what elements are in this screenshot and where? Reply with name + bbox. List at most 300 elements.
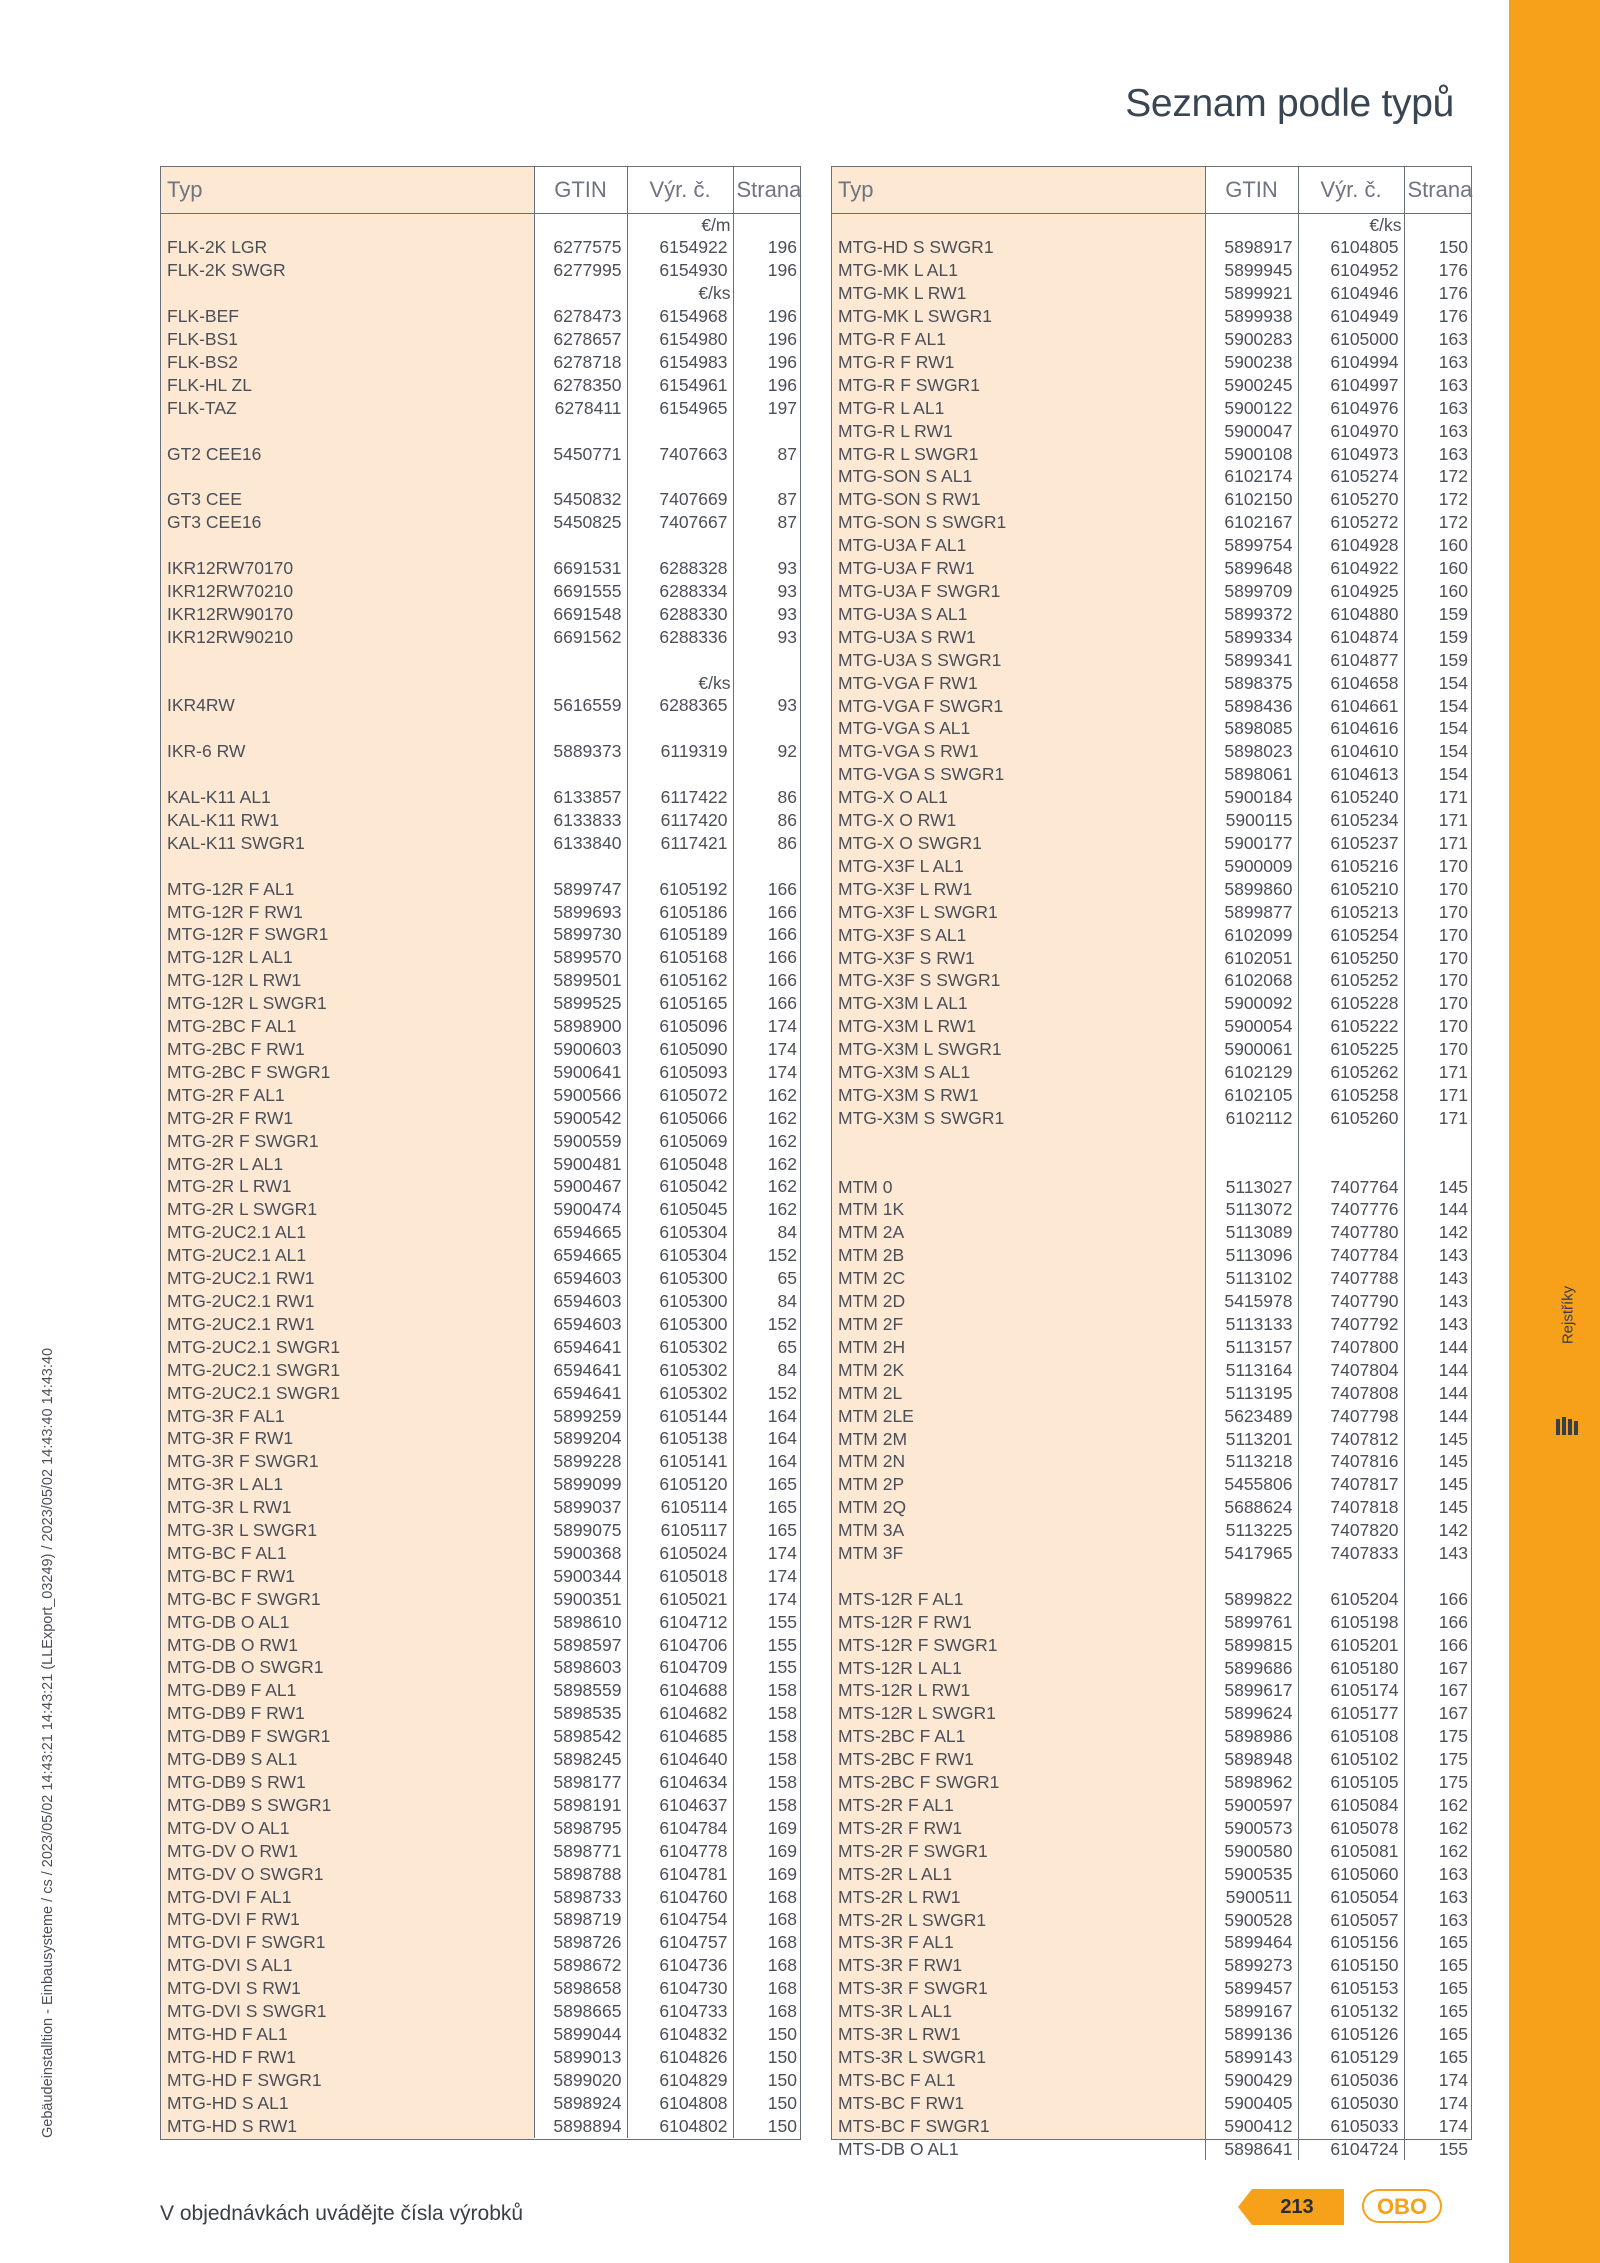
cell-strana: 154 bbox=[1404, 695, 1472, 718]
cell-gtin: 5898610 bbox=[534, 1611, 627, 1634]
cell-typ: MTG-R L RW1 bbox=[838, 420, 953, 441]
cell-gtin: 5899464 bbox=[1205, 1931, 1298, 1954]
table-row bbox=[832, 1886, 1472, 1909]
spacer-row bbox=[161, 534, 801, 557]
cell-typ: MTG-DV O SWGR1 bbox=[167, 1863, 324, 1884]
spacer-row bbox=[161, 649, 801, 672]
cell-strana: 166 bbox=[733, 992, 801, 1015]
cell-typ: MTG-DVI F RW1 bbox=[167, 1909, 300, 1930]
cell-vyr: 6105042 bbox=[627, 1175, 733, 1198]
cell-strana: 168 bbox=[733, 1954, 801, 1977]
cell-typ: MTG-R F SWGR1 bbox=[838, 374, 980, 395]
cell-typ: MTG-VGA F RW1 bbox=[838, 672, 978, 693]
cell-vyr: 6105084 bbox=[1298, 1794, 1404, 1817]
cell-strana: 169 bbox=[733, 1863, 801, 1886]
cell-vyr: 6104610 bbox=[1298, 740, 1404, 763]
table-row bbox=[161, 1061, 801, 1084]
cell-strana: 197 bbox=[733, 397, 801, 420]
cell-typ: MTS-3R F RW1 bbox=[838, 1955, 963, 1976]
cell-vyr: 6105254 bbox=[1298, 924, 1404, 947]
cell-vyr: 7407667 bbox=[627, 511, 733, 534]
table-row bbox=[832, 259, 1472, 282]
cell-typ: MTG-X3F L RW1 bbox=[838, 878, 973, 899]
table-row bbox=[161, 1656, 801, 1679]
cell-strana: 166 bbox=[733, 901, 801, 924]
table-row bbox=[832, 1817, 1472, 1840]
cell-typ: MTG-DB9 S RW1 bbox=[167, 1772, 306, 1793]
cell-strana: 170 bbox=[1404, 924, 1472, 947]
cell-vyr: 6105117 bbox=[627, 1519, 733, 1542]
cell-gtin: 5898641 bbox=[1205, 2138, 1298, 2161]
cell-typ: MTG-X3M L SWGR1 bbox=[838, 1039, 1002, 1060]
table-row bbox=[832, 672, 1472, 695]
cell-typ: MTG-3R F RW1 bbox=[167, 1428, 294, 1449]
table-row bbox=[832, 557, 1472, 580]
cell-typ: MTG-SON S SWGR1 bbox=[838, 512, 1007, 533]
cell-gtin: 5415978 bbox=[1205, 1290, 1298, 1313]
table-row bbox=[161, 1427, 801, 1450]
cell-gtin: 5113195 bbox=[1205, 1382, 1298, 1405]
cell-typ: MTS-12R L AL1 bbox=[838, 1657, 962, 1678]
table-row bbox=[832, 1519, 1472, 1542]
table-row bbox=[832, 374, 1472, 397]
cell-gtin: 6594641 bbox=[534, 1359, 627, 1382]
cell-vyr: 6104877 bbox=[1298, 649, 1404, 672]
table-row bbox=[832, 717, 1472, 740]
cell-gtin: 5899136 bbox=[1205, 2023, 1298, 2046]
table-row bbox=[832, 1542, 1472, 1565]
cell-strana: 167 bbox=[1404, 1679, 1472, 1702]
cell-vyr: 6288328 bbox=[627, 557, 733, 580]
table-row bbox=[832, 580, 1472, 603]
cell-vyr: 6105078 bbox=[1298, 1817, 1404, 1840]
cell-vyr: 6105132 bbox=[1298, 2000, 1404, 2023]
cell-gtin: 5899570 bbox=[534, 946, 627, 969]
spacer-row bbox=[161, 465, 801, 488]
cell-vyr: 6105138 bbox=[627, 1427, 733, 1450]
cell-strana: 65 bbox=[733, 1336, 801, 1359]
table-row bbox=[832, 1473, 1472, 1496]
cell-gtin: 5898733 bbox=[534, 1886, 627, 1909]
table-row bbox=[832, 1611, 1472, 1634]
table-row bbox=[161, 1611, 801, 1634]
table-row bbox=[832, 1336, 1472, 1359]
cell-typ: IKR12RW90210 bbox=[167, 626, 294, 647]
cell-strana: 159 bbox=[1404, 626, 1472, 649]
cell-typ: MTS-12R F SWGR1 bbox=[838, 1634, 998, 1655]
table-row bbox=[161, 1015, 801, 1038]
cell-typ: MTG-12R L AL1 bbox=[167, 947, 293, 968]
right-type-table bbox=[832, 167, 1472, 2160]
cell-strana: 168 bbox=[733, 1886, 801, 1909]
cell-gtin: 5900412 bbox=[1205, 2115, 1298, 2138]
cell-typ: MTG-HD S SWGR1 bbox=[838, 237, 994, 258]
table-row bbox=[161, 1702, 801, 1725]
cell-gtin: 5113218 bbox=[1205, 1450, 1298, 1473]
cell-strana: 158 bbox=[733, 1702, 801, 1725]
cell-typ: MTS-3R F AL1 bbox=[838, 1932, 954, 1953]
cell-strana: 162 bbox=[733, 1175, 801, 1198]
cell-vyr: 6104994 bbox=[1298, 351, 1404, 374]
cell-vyr: 6105177 bbox=[1298, 1702, 1404, 1725]
cell-strana: 162 bbox=[733, 1153, 801, 1176]
table-row bbox=[161, 1908, 801, 1931]
cell-gtin: 5899273 bbox=[1205, 1954, 1298, 1977]
cell-vyr: 6104970 bbox=[1298, 420, 1404, 443]
cell-gtin: 5899341 bbox=[1205, 649, 1298, 672]
cell-gtin: 5899624 bbox=[1205, 1702, 1298, 1725]
table-row bbox=[832, 1405, 1472, 1428]
cell-vyr: 7407784 bbox=[1298, 1244, 1404, 1267]
cell-typ: FLK-BS2 bbox=[167, 351, 238, 372]
cell-vyr: 7407818 bbox=[1298, 1496, 1404, 1519]
cell-vyr: 6105033 bbox=[1298, 2115, 1404, 2138]
cell-strana: 176 bbox=[1404, 282, 1472, 305]
cell-strana: 86 bbox=[733, 832, 801, 855]
cell-typ: MTG-DVI S SWGR1 bbox=[167, 2001, 327, 2022]
cell-vyr: 6105081 bbox=[1298, 1840, 1404, 1863]
cell-gtin: 6691555 bbox=[534, 580, 627, 603]
header-typ: Typ bbox=[161, 167, 534, 213]
cell-strana: 170 bbox=[1404, 1015, 1472, 1038]
cell-vyr: 6105021 bbox=[627, 1588, 733, 1611]
cell-typ: MTM 0 bbox=[838, 1176, 893, 1197]
cell-strana: 164 bbox=[733, 1405, 801, 1428]
cell-gtin: 5900184 bbox=[1205, 786, 1298, 809]
cell-typ: MTG-2UC2.1 SWGR1 bbox=[167, 1359, 341, 1380]
cell-typ: MTG-DVI F AL1 bbox=[167, 1886, 292, 1907]
table-row bbox=[832, 1198, 1472, 1221]
cell-vyr: 6105300 bbox=[627, 1313, 733, 1336]
cell-gtin: 5899709 bbox=[1205, 580, 1298, 603]
cell-vyr: 6105210 bbox=[1298, 878, 1404, 901]
table-row bbox=[161, 1519, 801, 1542]
cell-typ: MTG-X3F L AL1 bbox=[838, 855, 964, 876]
page-title: Seznam podle typů bbox=[1125, 82, 1454, 125]
cell-vyr: 7407804 bbox=[1298, 1359, 1404, 1382]
cell-strana: 169 bbox=[733, 1840, 801, 1863]
cell-strana: 171 bbox=[1404, 1107, 1472, 1130]
cell-vyr: 7407812 bbox=[1298, 1428, 1404, 1451]
table-row bbox=[832, 1015, 1472, 1038]
cell-strana: 162 bbox=[1404, 1794, 1472, 1817]
table-row bbox=[161, 397, 801, 420]
cell-strana: 196 bbox=[733, 351, 801, 374]
cell-strana: 174 bbox=[733, 1542, 801, 1565]
cell-gtin: 5623489 bbox=[1205, 1405, 1298, 1428]
table-row bbox=[161, 832, 801, 855]
table-row bbox=[161, 2023, 801, 2046]
cell-vyr: 6154983 bbox=[627, 351, 733, 374]
cell-vyr: 6105126 bbox=[1298, 2023, 1404, 2046]
cell-typ: MTG-R L SWGR1 bbox=[838, 443, 979, 464]
cell-strana: 93 bbox=[733, 694, 801, 717]
unit-label: €/ks bbox=[627, 282, 733, 305]
cell-vyr: 6104757 bbox=[627, 1931, 733, 1954]
cell-typ: MTG-2BC F AL1 bbox=[167, 1016, 297, 1037]
cell-typ: GT3 CEE bbox=[167, 489, 242, 510]
cell-strana: 152 bbox=[733, 1313, 801, 1336]
cell-vyr: 6105201 bbox=[1298, 1634, 1404, 1657]
cell-vyr: 6105093 bbox=[627, 1061, 733, 1084]
cell-typ: FLK-BS1 bbox=[167, 329, 238, 350]
table-row bbox=[161, 305, 801, 328]
cell-gtin: 5898085 bbox=[1205, 717, 1298, 740]
cell-strana: 145 bbox=[1404, 1176, 1472, 1199]
table-row bbox=[161, 1886, 801, 1909]
cell-gtin: 5899693 bbox=[534, 901, 627, 924]
cell-typ: MTS-2BC F SWGR1 bbox=[838, 1772, 1000, 1793]
table-row bbox=[832, 1267, 1472, 1290]
cell-typ: FLK-HL ZL bbox=[167, 374, 252, 395]
cell-gtin: 6594665 bbox=[534, 1221, 627, 1244]
cell-strana: 158 bbox=[733, 1771, 801, 1794]
header-strana: Strana bbox=[733, 167, 801, 213]
cell-strana: 171 bbox=[1404, 832, 1472, 855]
cell-gtin: 5113133 bbox=[1205, 1313, 1298, 1336]
cell-typ: MTG-X O AL1 bbox=[838, 787, 948, 808]
cell-vyr: 7407800 bbox=[1298, 1336, 1404, 1359]
cell-gtin: 5898948 bbox=[1205, 1748, 1298, 1771]
cell-strana: 167 bbox=[1404, 1657, 1472, 1680]
cell-vyr: 6105000 bbox=[1298, 328, 1404, 351]
table-row bbox=[832, 740, 1472, 763]
cell-strana: 172 bbox=[1404, 511, 1472, 534]
cell-strana: 144 bbox=[1404, 1405, 1472, 1428]
table-row bbox=[832, 420, 1472, 443]
table-row bbox=[161, 1359, 801, 1382]
table-row bbox=[832, 282, 1472, 305]
cell-strana: 165 bbox=[1404, 2046, 1472, 2069]
cell-strana: 176 bbox=[1404, 305, 1472, 328]
cell-strana: 196 bbox=[733, 259, 801, 282]
cell-gtin: 5113072 bbox=[1205, 1198, 1298, 1221]
cell-typ: MTS-2R L SWGR1 bbox=[838, 1909, 987, 1930]
cell-strana: 150 bbox=[733, 2069, 801, 2092]
cell-typ: MTS-BC F RW1 bbox=[838, 2092, 965, 2113]
cell-gtin: 6594603 bbox=[534, 1313, 627, 1336]
table-row bbox=[832, 1794, 1472, 1817]
cell-strana: 170 bbox=[1404, 969, 1472, 992]
cell-gtin: 5898719 bbox=[534, 1908, 627, 1931]
cell-strana: 144 bbox=[1404, 1198, 1472, 1221]
cell-strana: 152 bbox=[733, 1244, 801, 1267]
cell-typ: MTM 2A bbox=[838, 1222, 905, 1243]
table-row bbox=[161, 1450, 801, 1473]
cell-gtin: 5899204 bbox=[534, 1427, 627, 1450]
cell-gtin: 5899938 bbox=[1205, 305, 1298, 328]
cell-typ: MTM 2M bbox=[838, 1428, 908, 1449]
cell-vyr: 6104946 bbox=[1298, 282, 1404, 305]
cell-strana: 93 bbox=[733, 603, 801, 626]
cell-strana: 174 bbox=[733, 1588, 801, 1611]
cell-gtin: 6102167 bbox=[1205, 511, 1298, 534]
cell-strana: 144 bbox=[1404, 1382, 1472, 1405]
table-row bbox=[161, 626, 801, 649]
cell-typ: MTG-X3F S SWGR1 bbox=[838, 970, 1001, 991]
table-row bbox=[832, 443, 1472, 466]
table-row bbox=[832, 1107, 1472, 1130]
cell-gtin: 5113102 bbox=[1205, 1267, 1298, 1290]
cell-typ: MTS-12R L RW1 bbox=[838, 1680, 971, 1701]
cell-strana: 175 bbox=[1404, 1748, 1472, 1771]
cell-vyr: 6154980 bbox=[627, 328, 733, 351]
table-row bbox=[161, 878, 801, 901]
cell-strana: 166 bbox=[733, 969, 801, 992]
cell-vyr: 6104808 bbox=[627, 2092, 733, 2115]
index-icon bbox=[1556, 1417, 1580, 1437]
table-row bbox=[161, 1977, 801, 2000]
cell-gtin: 5898986 bbox=[1205, 1725, 1298, 1748]
cell-typ: KAL-K11 RW1 bbox=[167, 809, 280, 830]
cell-vyr: 6119319 bbox=[627, 740, 733, 763]
cell-gtin: 5899259 bbox=[534, 1405, 627, 1428]
cell-typ: MTG-SON S AL1 bbox=[838, 466, 973, 487]
cell-typ: MTG-BC F AL1 bbox=[167, 1542, 287, 1563]
cell-strana: 93 bbox=[733, 580, 801, 603]
cell-typ: MTG-DB O SWGR1 bbox=[167, 1657, 324, 1678]
cell-strana: 165 bbox=[1404, 1954, 1472, 1977]
table-row bbox=[832, 809, 1472, 832]
cell-typ: MTG-HD F SWGR1 bbox=[167, 2069, 322, 2090]
cell-gtin: 5898597 bbox=[534, 1634, 627, 1657]
table-row bbox=[832, 465, 1472, 488]
cell-gtin: 5899013 bbox=[534, 2046, 627, 2069]
cell-gtin: 5113164 bbox=[1205, 1359, 1298, 1382]
table-row bbox=[832, 1588, 1472, 1611]
cell-strana: 93 bbox=[733, 626, 801, 649]
cell-vyr: 6105060 bbox=[1298, 1863, 1404, 1886]
cell-gtin: 5900108 bbox=[1205, 443, 1298, 466]
cell-typ: IKR12RW70170 bbox=[167, 558, 294, 579]
cell-gtin: 5900580 bbox=[1205, 1840, 1298, 1863]
table-row bbox=[161, 2000, 801, 2023]
header-vyr: Výr. č. bbox=[1298, 167, 1404, 213]
table-row bbox=[832, 695, 1472, 718]
page-number: 213 bbox=[1280, 2196, 1314, 2218]
cell-vyr: 7407776 bbox=[1298, 1198, 1404, 1221]
cell-gtin: 5616559 bbox=[534, 694, 627, 717]
cell-typ: MTG-X3M L AL1 bbox=[838, 993, 968, 1014]
cell-vyr: 6105072 bbox=[627, 1084, 733, 1107]
cell-typ: MTM 3A bbox=[838, 1520, 905, 1541]
cell-typ: MTG-2R F SWGR1 bbox=[167, 1130, 319, 1151]
cell-gtin: 6102099 bbox=[1205, 924, 1298, 947]
table-row bbox=[161, 1405, 801, 1428]
cell-gtin: 5898672 bbox=[534, 1954, 627, 1977]
cell-strana: 166 bbox=[733, 878, 801, 901]
cell-vyr: 6104826 bbox=[627, 2046, 733, 2069]
cell-typ: MTS-2R F RW1 bbox=[838, 1817, 963, 1838]
table-row bbox=[832, 1176, 1472, 1199]
cell-strana: 144 bbox=[1404, 1359, 1472, 1382]
cell-typ: MTG-MK L SWGR1 bbox=[838, 306, 992, 327]
cell-strana: 165 bbox=[733, 1473, 801, 1496]
table-row bbox=[161, 1565, 801, 1588]
cell-gtin: 5899945 bbox=[1205, 259, 1298, 282]
cell-gtin: 6102068 bbox=[1205, 969, 1298, 992]
cell-typ: FLK-2K LGR bbox=[167, 237, 268, 258]
table-row bbox=[832, 786, 1472, 809]
cell-gtin: 5898535 bbox=[534, 1702, 627, 1725]
cell-typ: MTG-U3A F SWGR1 bbox=[838, 581, 1001, 601]
table-row bbox=[161, 1038, 801, 1061]
cell-vyr: 6105258 bbox=[1298, 1084, 1404, 1107]
cell-vyr: 6154930 bbox=[627, 259, 733, 282]
cell-strana: 170 bbox=[1404, 947, 1472, 970]
cell-strana: 196 bbox=[733, 374, 801, 397]
cell-gtin: 5900054 bbox=[1205, 1015, 1298, 1038]
cell-vyr: 6105189 bbox=[627, 923, 733, 946]
cell-typ: MTG-12R F SWGR1 bbox=[167, 924, 329, 945]
spacer-row bbox=[161, 717, 801, 740]
table-row bbox=[832, 511, 1472, 534]
cell-gtin: 5900177 bbox=[1205, 832, 1298, 855]
cell-strana: 160 bbox=[1404, 557, 1472, 580]
table-row bbox=[832, 832, 1472, 855]
table-row bbox=[832, 1634, 1472, 1657]
cell-vyr: 6104760 bbox=[627, 1886, 733, 1909]
table-row bbox=[161, 1130, 801, 1153]
cell-gtin: 6691548 bbox=[534, 603, 627, 626]
cell-strana: 163 bbox=[1404, 1886, 1472, 1909]
cell-strana: 166 bbox=[733, 946, 801, 969]
cell-gtin: 5898023 bbox=[1205, 740, 1298, 763]
cell-strana: 164 bbox=[733, 1427, 801, 1450]
cell-vyr: 6105150 bbox=[1298, 1954, 1404, 1977]
cell-vyr: 6105066 bbox=[627, 1107, 733, 1130]
table-row bbox=[832, 1679, 1472, 1702]
cell-gtin: 5898917 bbox=[1205, 236, 1298, 259]
table-row bbox=[832, 1290, 1472, 1313]
unit-row bbox=[161, 672, 801, 695]
cell-vyr: 6105153 bbox=[1298, 1977, 1404, 2000]
table-row bbox=[832, 1084, 1472, 1107]
cell-gtin: 5898962 bbox=[1205, 1771, 1298, 1794]
cell-gtin: 5900405 bbox=[1205, 2092, 1298, 2115]
cell-typ: FLK-TAZ bbox=[167, 397, 237, 418]
cell-typ: MTG-12R F AL1 bbox=[167, 878, 295, 899]
table-row bbox=[832, 1244, 1472, 1267]
cell-strana: 167 bbox=[1404, 1702, 1472, 1725]
cell-vyr: 6117420 bbox=[627, 809, 733, 832]
cell-vyr: 6104880 bbox=[1298, 603, 1404, 626]
cell-gtin: 5900641 bbox=[534, 1061, 627, 1084]
cell-gtin: 5899525 bbox=[534, 992, 627, 1015]
cell-vyr: 6104976 bbox=[1298, 397, 1404, 420]
cell-vyr: 6105120 bbox=[627, 1473, 733, 1496]
cell-typ: MTS-12R F RW1 bbox=[838, 1611, 972, 1632]
cell-typ: MTG-DB9 F RW1 bbox=[167, 1703, 305, 1724]
cell-gtin: 5899921 bbox=[1205, 282, 1298, 305]
cell-vyr: 6105240 bbox=[1298, 786, 1404, 809]
cell-typ: MTG-2UC2.1 AL1 bbox=[167, 1222, 307, 1243]
table-header-row bbox=[161, 167, 801, 213]
table-row bbox=[161, 1290, 801, 1313]
cell-gtin: 5417965 bbox=[1205, 1542, 1298, 1565]
cell-typ: MTS-3R L RW1 bbox=[838, 2024, 961, 2045]
table-row bbox=[832, 1702, 1472, 1725]
cell-strana: 154 bbox=[1404, 740, 1472, 763]
cell-typ: MTG-12R L RW1 bbox=[167, 970, 302, 991]
cell-vyr: 7407764 bbox=[1298, 1176, 1404, 1199]
cell-vyr: 6104706 bbox=[627, 1634, 733, 1657]
cell-typ: MTG-X O SWGR1 bbox=[838, 832, 982, 853]
cell-vyr: 6105156 bbox=[1298, 1931, 1404, 1954]
table-row bbox=[161, 1634, 801, 1657]
cell-vyr: 6105252 bbox=[1298, 969, 1404, 992]
cell-vyr: 7407792 bbox=[1298, 1313, 1404, 1336]
